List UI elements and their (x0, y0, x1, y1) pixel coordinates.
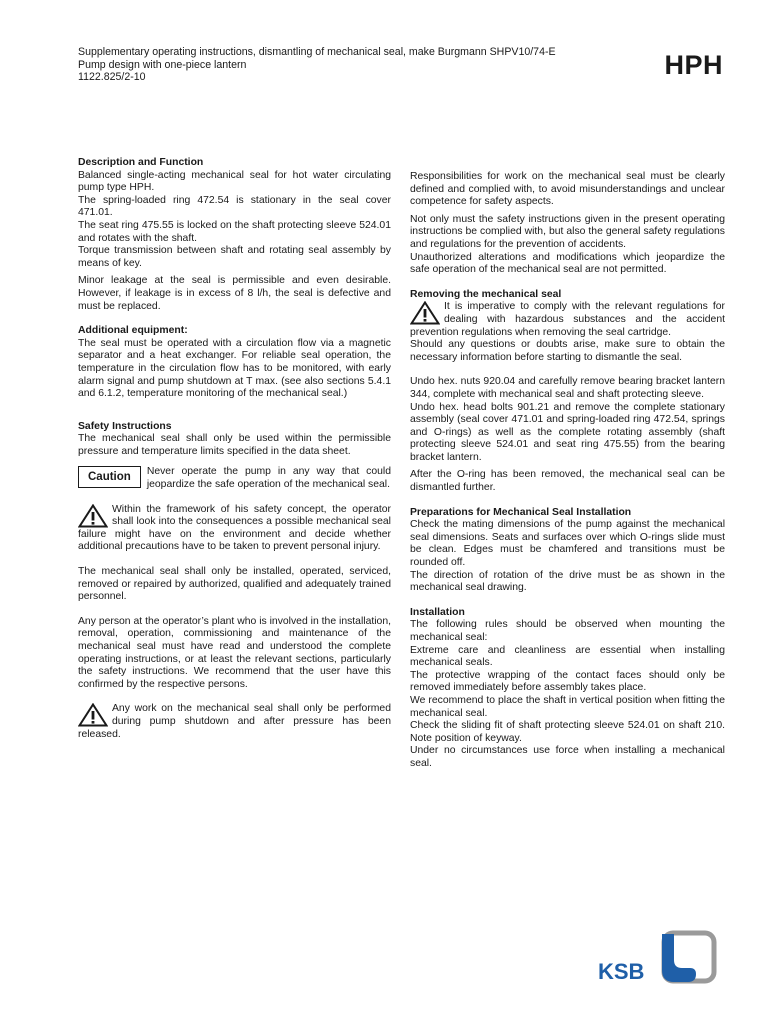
warning-notice (78, 504, 391, 554)
warning-notice (410, 301, 725, 339)
paragraph: The following rules should be observed when mounting the mechanical seal: (410, 619, 725, 643)
paragraph: Should any questions or doubts arise, make sure to obtain the necessary information before starting to dismantle the seal. (410, 339, 725, 363)
warning-triangle-icon (410, 301, 440, 325)
document-header (78, 46, 638, 84)
paragraph: Check the mating dimensions of the pump against the mechanical seal dimensions. Seats and surfaces over which O-rings slide must be clean. Edges must be chamfered and transitions must be rounded off. (410, 519, 725, 569)
paragraph: The direction of rotation of the drive must be as shown in the mechanical seal drawing. (410, 569, 725, 594)
warning-triangle-icon (78, 504, 108, 528)
warning-text: It is imperative to comply with the relevant regulations for dealing with hazardous substances and the accident prevention regulations when removing the seal cartridge. (410, 301, 725, 338)
removing-seal-heading: Removing the mechanical seal (410, 288, 562, 300)
header-document-number: 1122.825/2-10 (78, 71, 146, 84)
installation-heading: Installation (410, 606, 465, 618)
paragraph: Extreme care and cleanliness are essential when installing mechanical seals. (410, 644, 725, 669)
safety-instructions-heading: Safety Instructions (78, 420, 172, 432)
ksb-logo-icon (662, 933, 714, 982)
paragraph: After the O-ring has been removed, the mechanical seal can be dismantled further. (410, 469, 725, 494)
paragraph: Any person at the operator’s plant who is involved in the installation, removal, operation, commissioning and maintenance of the mechanical seal must have read and understood the complete operating instructions, or at least the relevant sections, particularly the safety instructions. We recommend that the user have this confirmed by the respective persons. (78, 615, 391, 690)
ksb-logo (596, 930, 720, 986)
paragraph: The seat ring 475.55 is locked on the shaft protecting sleeve 524.01 and rotates with the shaft. (78, 219, 391, 244)
header-subtitle-line: Pump design with one-piece lantern (78, 58, 247, 71)
paragraph: Torque transmission between shaft and rotating seal assembly by means of key. (78, 245, 391, 269)
paragraph: Minor leakage at the seal is permissible and even desirable. However, if leakage is in excess of 8 l/h, the seal is defective and must be replaced. (78, 275, 391, 312)
paragraph: The protective wrapping of the contact faces should only be removed immediately before assembly takes place. (410, 669, 725, 694)
paragraph: Not only must the safety instructions given in the present operating instructions be complied with, but also the general safety regulations and regulations for the prevention of accidents. (410, 213, 725, 250)
paragraph: Responsibilities for work on the mechanical seal must be clearly defined and complied with, to avoid misunderstandings and unclear competence for safety aspects. (410, 171, 725, 208)
preparations-heading: Preparations for Mechanical Seal Installation (410, 506, 632, 518)
paragraph: Undo hex. head bolts 901.21 and remove the complete stationary assembly (seal cover 471.01 and spring-loaded ring 472.54, springs and O-rings) as well as the complete rotating assembly (shaft protecting sleeve 524.01 and seat ring 475.55) from the bearing bracket lantern. (410, 401, 725, 463)
paragraph: We recommend to place the shaft in vertical position when fitting the mechanical seal. (410, 694, 725, 719)
product-code: HPH (664, 50, 723, 80)
paragraph: Unauthorized alterations and modifications which jeopardize the safe operation of the mechanical seal are not permitted. (410, 251, 725, 276)
caution-text: Never operate the pump in any way that could jeopardize the safe operation of the mechanical seal. (146, 466, 391, 491)
left-column (78, 157, 391, 741)
header-title-line: Supplementary operating instructions, dismantling of mechanical seal, make Burgmann SHPV10/74-E (78, 46, 556, 58)
warning-notice (78, 703, 391, 741)
paragraph: The spring-loaded ring 472.54 is stationary in the seal cover 471.01. (78, 194, 391, 219)
caution-label: Caution (78, 466, 141, 488)
additional-equipment-heading: Additional equipment: (78, 325, 188, 337)
paragraph: Balanced single-acting mechanical seal for hot water circulating pump type HPH. (78, 169, 391, 194)
warning-triangle-icon (78, 703, 108, 727)
paragraph: Undo hex. nuts 920.04 and carefully remove bearing bracket lantern 344, complete with mechanical seal and shaft protecting sleeve. (410, 376, 725, 400)
paragraph: Check the sliding fit of shaft protecting sleeve 524.01 on shaft 210. Note position of keyway. (410, 720, 725, 744)
paragraph: The mechanical seal shall only be used within the permissible pressure and temperature limits specified in the data sheet. (78, 433, 391, 457)
paragraph: Under no circumstances use force when installing a mechanical seal. (410, 745, 725, 769)
warning-text: Within the framework of his safety concept, the operator shall look into the consequences a possible mechanical seal failure might have on the environment and decide whether additional precautions have to be taken to prevent personal injury. (78, 503, 391, 553)
paragraph: The seal must be operated with a circulation flow via a magnetic separator and a heat exchanger. For reliable seal operation, the temperature in the circulation flow has to be monitored, with early alarm signal and pump shutdown at T max. (see also sections 5.4.1 and 6.1.2, temperature monitoring of the mechanical seal.) (78, 337, 391, 400)
right-column (410, 171, 725, 771)
warning-text: Any work on the mechanical seal shall only be performed during pump shutdown and after pressure has been released. (78, 703, 391, 740)
ksb-logo-text: KSB (598, 959, 645, 984)
caution-notice (78, 466, 391, 491)
description-heading: Description and Function (78, 157, 204, 168)
paragraph: The mechanical seal shall only be installed, operated, serviced, removed or repaired by authorized, qualified and adequately trained personnel. (78, 566, 391, 603)
